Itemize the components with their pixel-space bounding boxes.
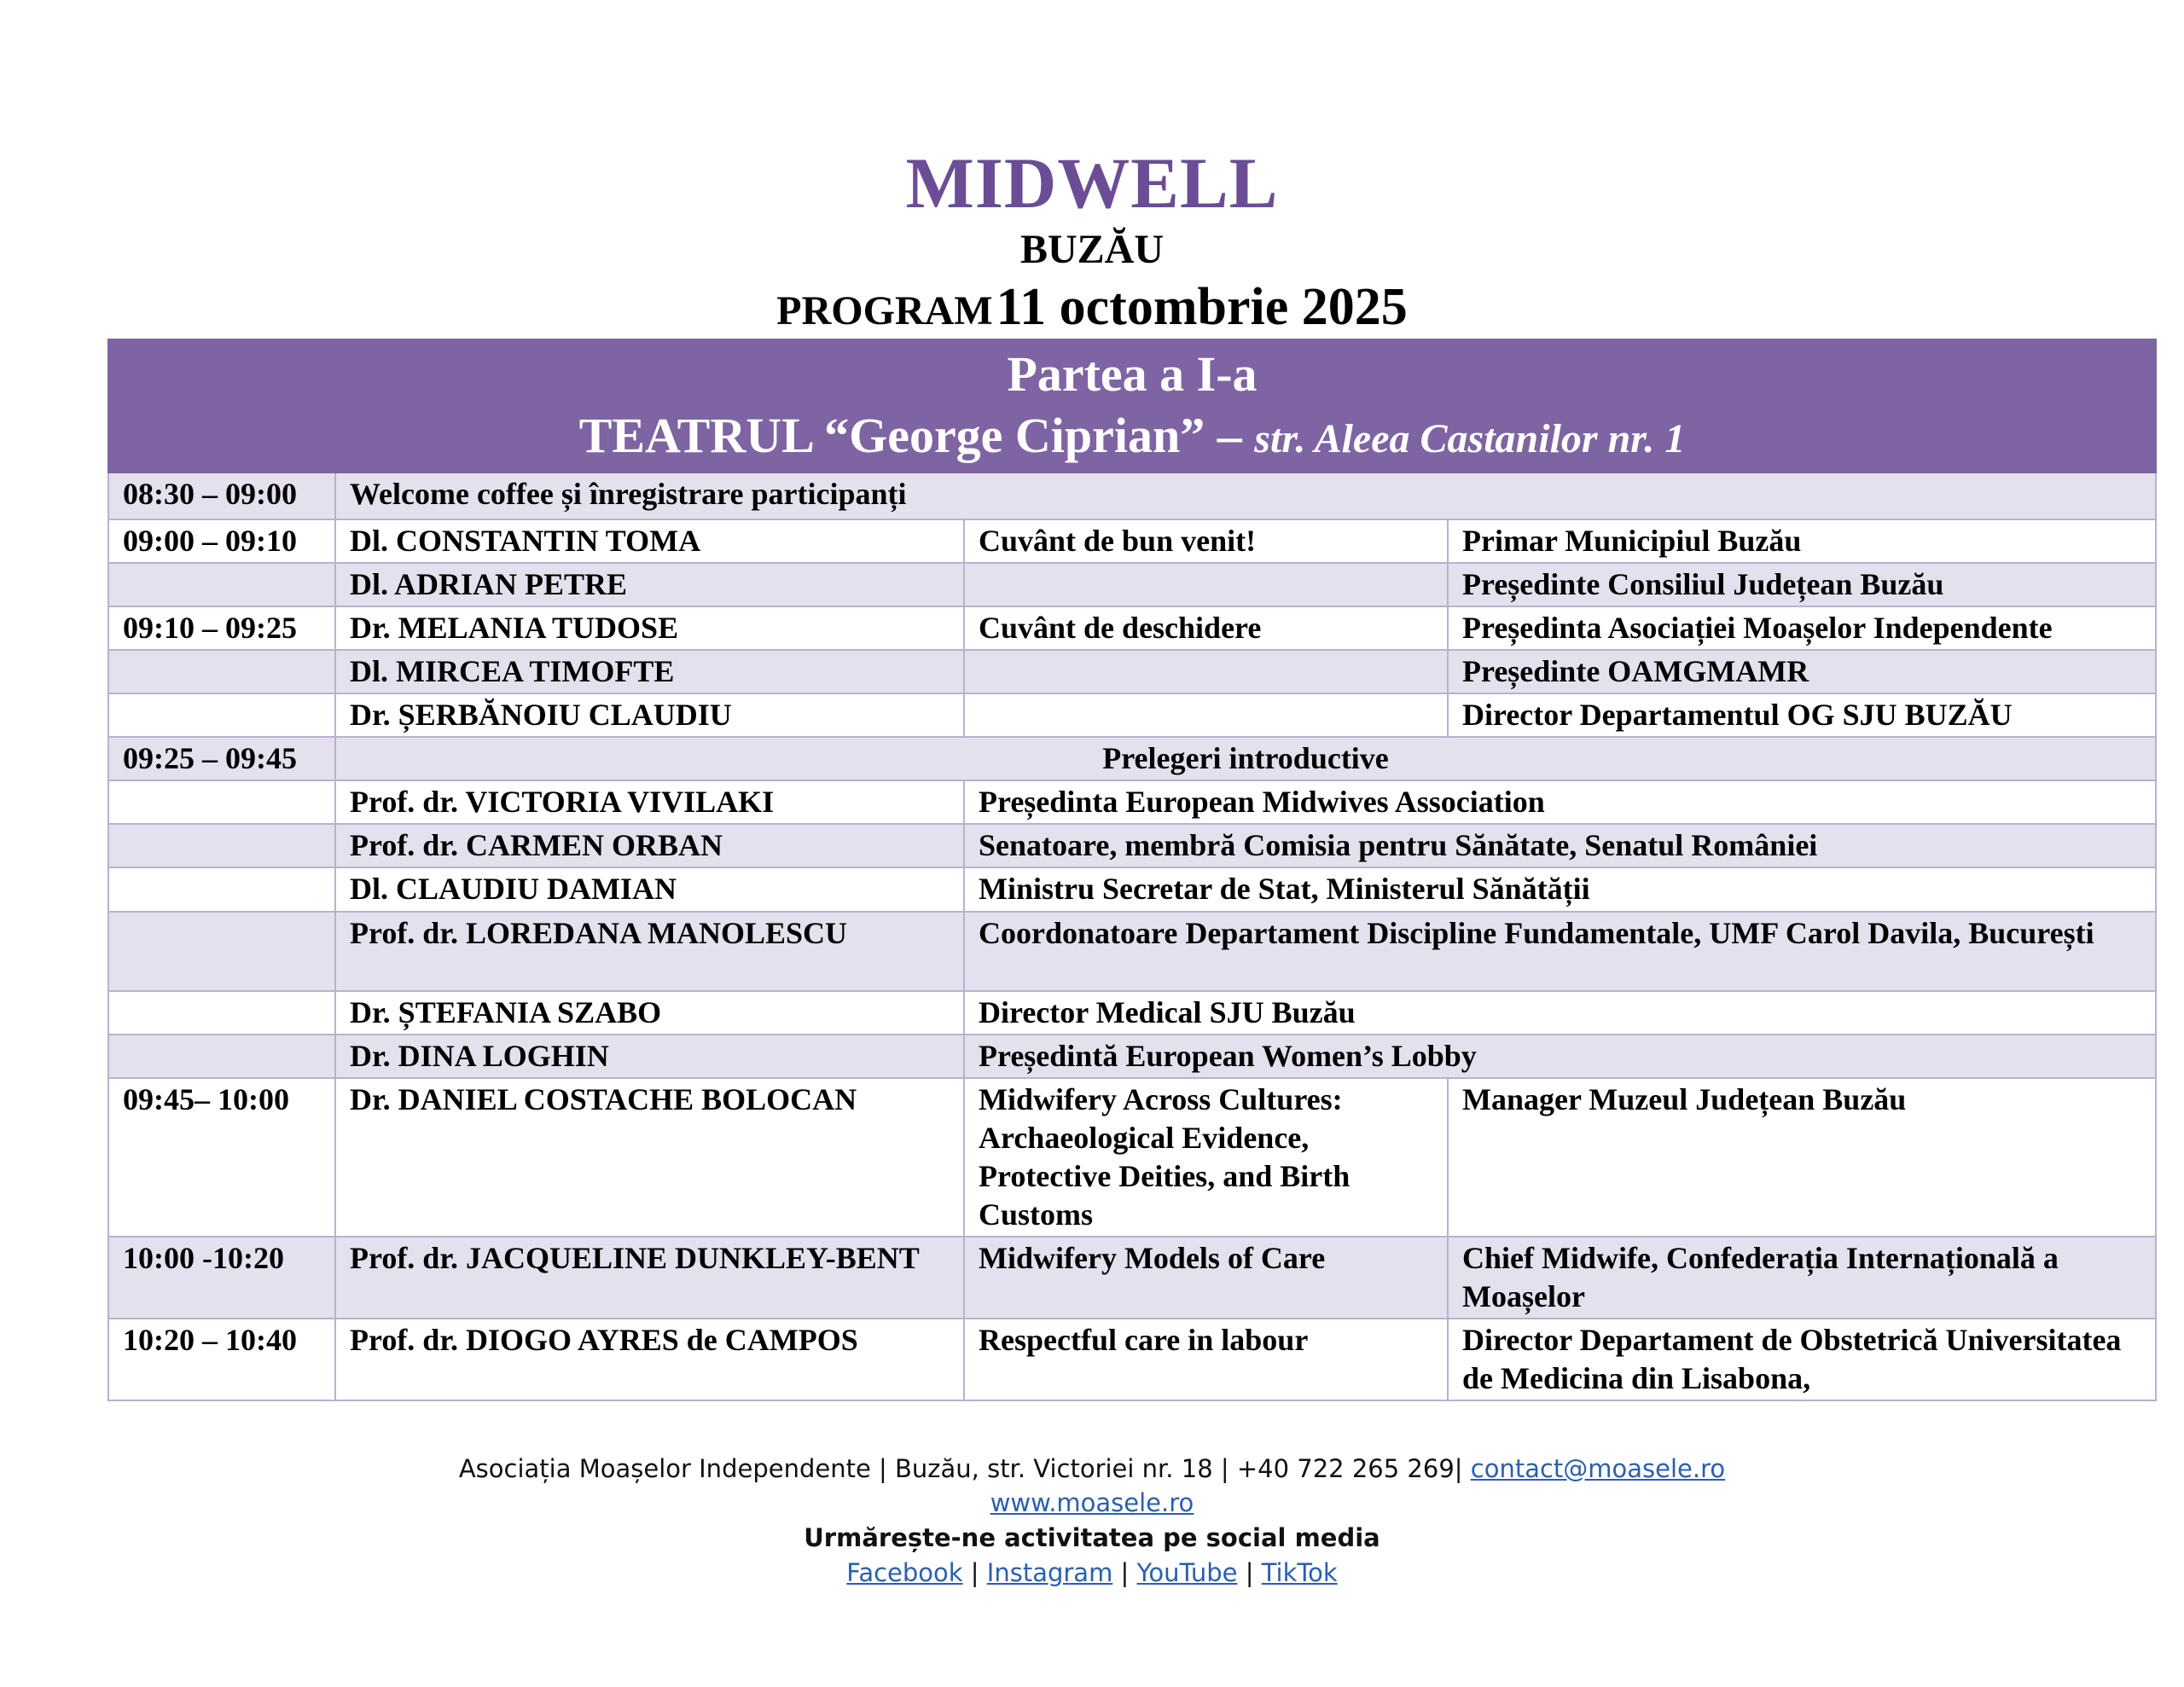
role-cell: Chief Midwife, Confederația Internațională a Moașelor <box>1448 1237 2156 1319</box>
time-cell <box>108 867 335 912</box>
topic-cell <box>964 693 1448 737</box>
table-row <box>108 650 2156 693</box>
table-row <box>108 780 2156 824</box>
role-cell: Director Departament de Obstetrică Universitatea de Medicina din Lisabona, <box>1448 1319 2156 1400</box>
topic-cell: Cuvânt de bun venit! <box>964 519 1448 563</box>
speaker-cell: Dl. CONSTANTIN TOMA <box>335 519 964 563</box>
role-cell: Președintă European Women’s Lobby <box>964 1035 2156 1078</box>
table-row <box>108 867 2156 912</box>
time-cell <box>108 991 335 1035</box>
part-header-row <box>108 339 2156 472</box>
website-link[interactable]: www.moasele.ro <box>990 1488 1194 1517</box>
time-cell <box>108 563 335 606</box>
event-title: MIDWELL <box>905 143 1279 223</box>
speaker-cell: Prof. dr. VICTORIA VIVILAKI <box>335 780 964 824</box>
speaker-cell: Prof. dr. DIOGO AYRES de CAMPOS <box>335 1319 964 1400</box>
table-row <box>108 991 2156 1035</box>
speaker-cell: Dr. DINA LOGHIN <box>335 1035 964 1078</box>
time-cell: 09:45– 10:00 <box>108 1078 335 1237</box>
venue-main: TEATRUL “George Ciprian” – <box>578 408 1242 463</box>
part-title: Partea a I-a <box>1007 346 1258 402</box>
table-row <box>108 1078 2156 1237</box>
table-row <box>108 693 2156 737</box>
topic-cell: Cuvânt de deschidere <box>964 606 1448 650</box>
speaker-cell: Dl. CLAUDIU DAMIAN <box>335 867 964 912</box>
speaker-cell: Dl. MIRCEA TIMOFTE <box>335 650 964 693</box>
role-cell: Manager Muzeul Județean Buzău <box>1448 1078 2156 1237</box>
speaker-cell: Dl. ADRIAN PETRE <box>335 563 964 606</box>
time-cell <box>108 1035 335 1078</box>
section-title-cell: Prelegeri introductive <box>335 737 2156 780</box>
time-cell <box>108 780 335 824</box>
time-cell <box>108 824 335 867</box>
program-label: PROGRAM <box>776 288 993 333</box>
facebook-link[interactable]: Facebook <box>846 1558 963 1587</box>
time-cell: 09:10 – 09:25 <box>108 606 335 650</box>
role-cell: Președinte OAMGMAMR <box>1448 650 2156 693</box>
time-cell <box>108 912 335 991</box>
time-cell: 10:00 -10:20 <box>108 1237 335 1319</box>
speaker-cell: Dr. MELANIA TUDOSE <box>335 606 964 650</box>
footer-website-line <box>0 1486 2184 1520</box>
venue-address: str. Aleea Castanilor nr. 1 <box>1254 416 1686 461</box>
speaker-cell: Prof. dr. LOREDANA MANOLESCU <box>335 912 964 991</box>
role-cell: Ministru Secretar de Stat, Ministerul Sănătății <box>964 867 2156 912</box>
role-cell: Director Medical SJU Buzău <box>964 991 2156 1035</box>
email-link[interactable]: contact@moasele.ro <box>1470 1454 1726 1483</box>
time-cell: 10:20 – 10:40 <box>108 1319 335 1400</box>
instagram-link[interactable]: Instagram <box>986 1558 1113 1587</box>
footer-contact-line <box>0 1452 2184 1486</box>
event-city: BUZĂU <box>1019 227 1165 272</box>
role-cell: Coordonatoare Departament Discipline Fundamentale, UMF Carol Davila, București <box>964 912 2156 991</box>
role-cell: Președinta European Midwives Association <box>964 780 2156 824</box>
role-cell: Președinta Asociației Moașelor Independente <box>1448 606 2156 650</box>
youtube-link[interactable]: YouTube <box>1136 1558 1238 1587</box>
topic-cell: Midwifery Models of Care <box>964 1237 1448 1319</box>
speaker-cell: Prof. dr. JACQUELINE DUNKLEY-BENT <box>335 1237 964 1319</box>
tiktok-link[interactable]: TikTok <box>1261 1558 1338 1587</box>
time-cell: 09:25 – 09:45 <box>108 737 335 780</box>
role-cell: Director Departamentul OG SJU BUZĂU <box>1448 693 2156 737</box>
topic-cell <box>964 650 1448 693</box>
table-row <box>108 1035 2156 1078</box>
table-row <box>108 1237 2156 1319</box>
time-cell: 08:30 – 09:00 <box>108 472 335 519</box>
part-header-cell <box>108 339 2156 472</box>
social-links <box>0 1556 2184 1590</box>
table-row <box>108 563 2156 606</box>
table-row <box>108 912 2156 991</box>
footer-address: Asociația Moașelor Independente | Buzău, str. Victoriei nr. 18 | +40 722 265 269| <box>458 1454 1463 1483</box>
table-row <box>108 472 2156 519</box>
topic-cell <box>964 563 1448 606</box>
topic-cell: Midwifery Across Cultures: Archaeological Evidence, Protective Deities, and Birth Customs <box>964 1078 1448 1237</box>
separator: | <box>970 1558 979 1587</box>
role-cell: Președinte Consiliul Județean Buzău <box>1448 563 2156 606</box>
time-cell <box>108 693 335 737</box>
time-cell <box>108 650 335 693</box>
speaker-cell: Prof. dr. CARMEN ORBAN <box>335 824 964 867</box>
schedule-table <box>107 339 2157 1401</box>
social-heading: Urmărește-ne activitatea pe social media <box>804 1523 1380 1552</box>
speaker-cell: Dr. ȘERBĂNOIU CLAUDIU <box>335 693 964 737</box>
table-row <box>108 1319 2156 1400</box>
separator: | <box>1245 1558 1254 1587</box>
table-row <box>108 824 2156 867</box>
activity-cell: Welcome coffee și înregistrare participanți <box>335 472 2156 519</box>
table-row <box>108 606 2156 650</box>
program-date: 11 octombrie 2025 <box>996 278 1408 336</box>
venue-line <box>118 405 2146 470</box>
speaker-cell: Dr. DANIEL COSTACHE BOLOCAN <box>335 1078 964 1237</box>
role-cell: Senatoare, membră Comisia pentru Sănătate, Senatul României <box>964 824 2156 867</box>
table-row <box>108 519 2156 563</box>
speaker-cell: Dr. ȘTEFANIA SZABO <box>335 991 964 1035</box>
time-cell: 09:00 – 09:10 <box>108 519 335 563</box>
separator: | <box>1120 1558 1130 1587</box>
table-row <box>108 737 2156 780</box>
role-cell: Primar Municipiul Buzău <box>1448 519 2156 563</box>
topic-cell: Respectful care in labour <box>964 1319 1448 1400</box>
